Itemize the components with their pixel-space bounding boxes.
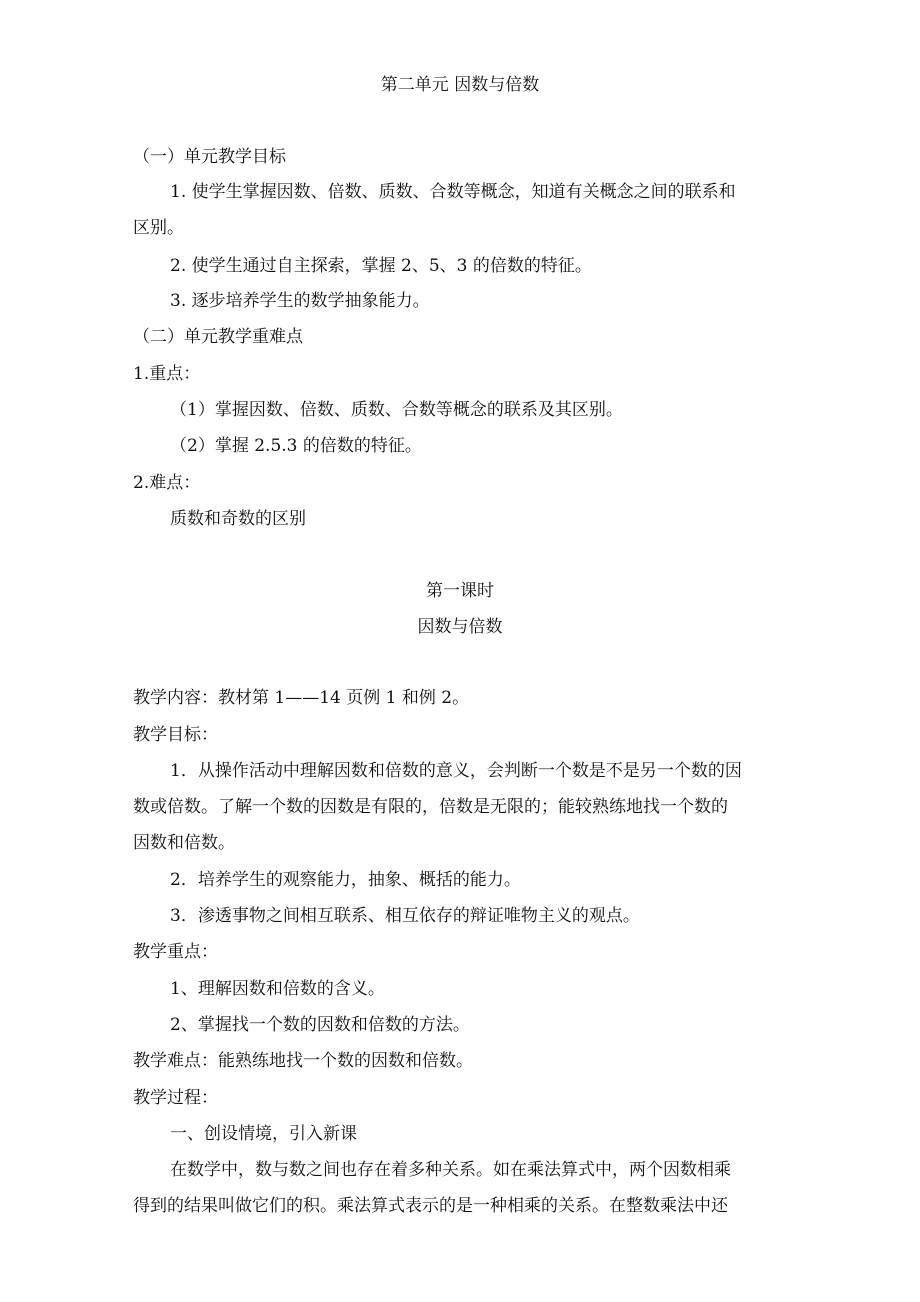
lesson-difficulty: 教学难点：能熟练地找一个数的因数和倍数。	[133, 1051, 473, 1071]
lesson-process-label: 教学过程：	[133, 1088, 218, 1108]
difficult-points-label: 2.难点：	[133, 473, 201, 493]
unit-goals-heading: （一）单元教学目标	[133, 147, 286, 167]
unit-goal-1-line-1: 1. 使学生掌握因数、倍数、质数、合数等概念，知道有关概念之间的联系和	[170, 182, 736, 202]
unit-goal-1-line-2: 区别。	[133, 218, 184, 238]
unit-goal-2: 2. 使学生通过自主探索，掌握 2、5、3 的倍数的特征。	[170, 256, 592, 276]
lesson-focus-label: 教学重点：	[133, 942, 218, 962]
difficult-point-1: 质数和奇数的区别	[170, 509, 306, 529]
lesson-goal-1-line-2: 数或倍数。了解一个数的因数是有限的，倍数是无限的；能较熟练地找一个数的	[133, 797, 728, 817]
lesson-title: 因数与倍数	[417, 617, 503, 637]
unit-goal-3: 3. 逐步培养学生的数学抽象能力。	[170, 291, 430, 311]
lesson-period: 第一课时	[426, 581, 494, 601]
key-point-1: （1）掌握因数、倍数、质数、合数等概念的联系及其区别。	[170, 400, 623, 420]
lesson-step-1: 一、创设情境，引入新课	[170, 1124, 357, 1144]
lesson-paragraph-1-line-2: 得到的结果叫做它们的积。乘法算式表示的是一种相乘的关系。在整数乘法中还	[133, 1196, 728, 1216]
lesson-goals-label: 教学目标：	[133, 725, 218, 745]
lesson-focus-2: 2、掌握找一个数的因数和倍数的方法。	[170, 1015, 470, 1035]
unit-key-points-heading: （二）单元教学重难点	[133, 327, 303, 347]
lesson-goal-1-line-1: 1．从操作活动中理解因数和倍数的意义，会判断一个数是不是另一个数的因	[170, 761, 742, 781]
lesson-goal-2: 2．培养学生的观察能力，抽象、概括的能力。	[170, 870, 521, 890]
key-points-label: 1.重点：	[133, 364, 201, 384]
lesson-goal-3: 3．渗透事物之间相互联系、相互依存的辩证唯物主义的观点。	[170, 906, 640, 926]
lesson-goal-1-line-3: 因数和倍数。	[133, 833, 235, 853]
unit-title: 第二单元 因数与倍数	[380, 75, 540, 95]
lesson-paragraph-1-line-1: 在数学中，数与数之间也存在着多种关系。如在乘法算式中，两个因数相乘	[170, 1160, 731, 1180]
key-point-2: （2）掌握 2.5.3 的倍数的特征。	[170, 436, 422, 456]
lesson-focus-1: 1、理解因数和倍数的含义。	[170, 979, 385, 999]
lesson-content: 教学内容：教材第 1——14 页例 1 和例 2。	[133, 688, 470, 708]
